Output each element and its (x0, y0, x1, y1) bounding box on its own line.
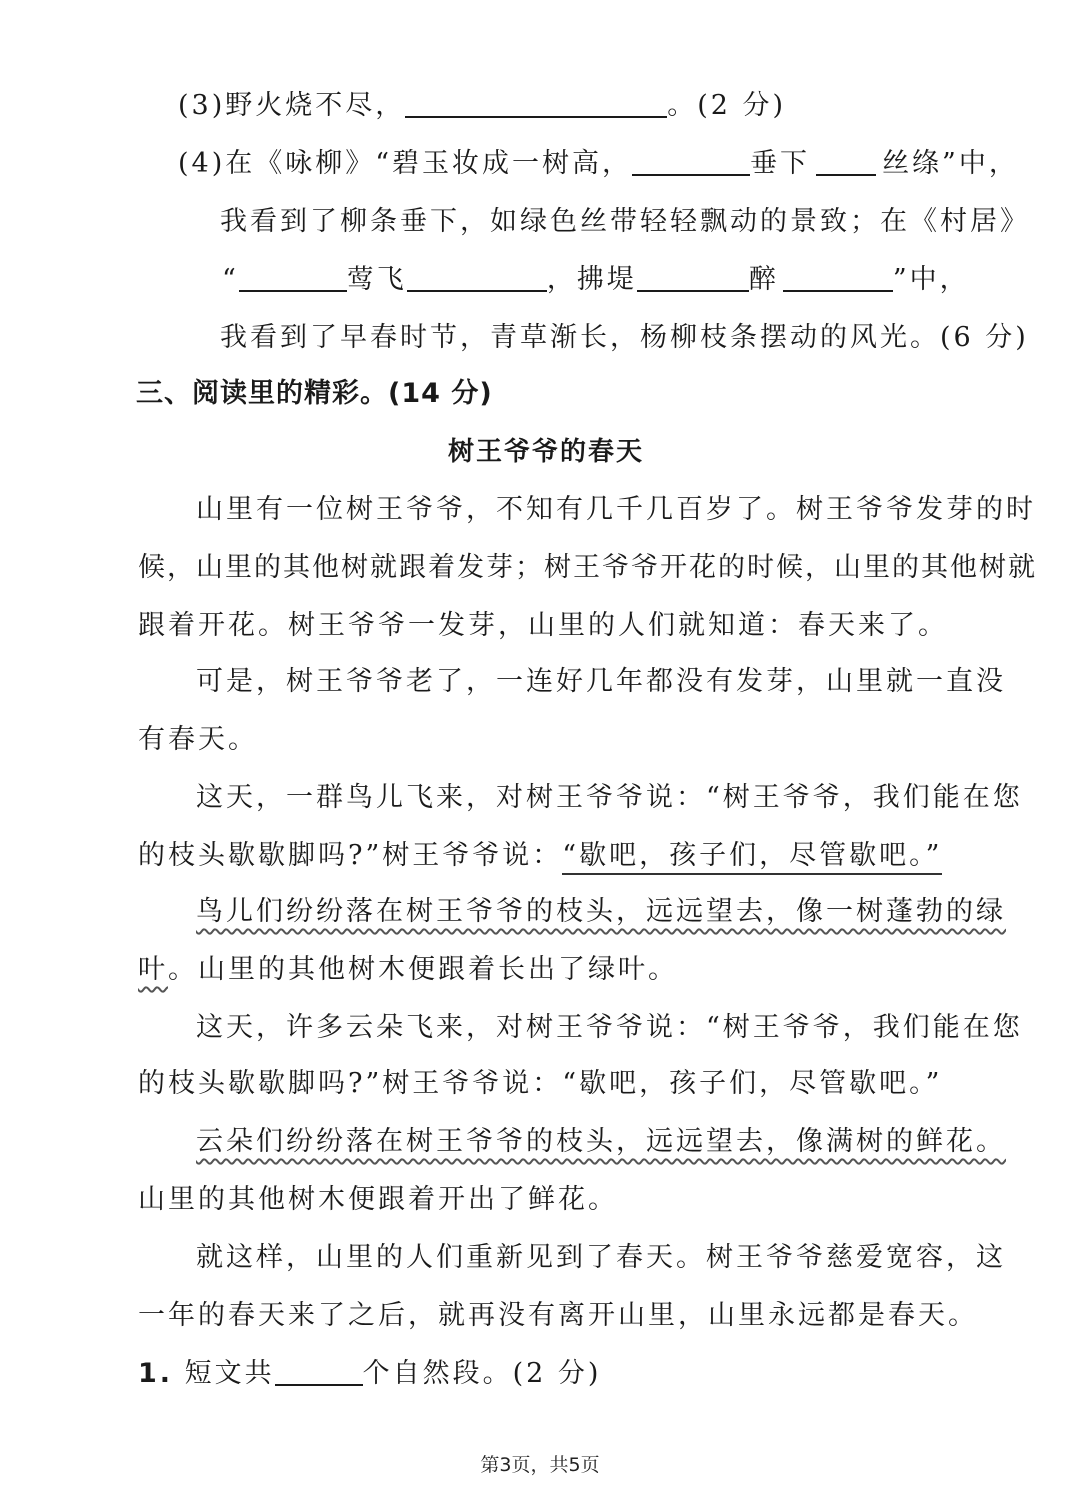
article-title: 树王爷爷的春天 (448, 437, 645, 467)
paragraph-3-text: 的枝头歇歇脚吗?”树王爷爷说： (138, 840, 563, 871)
question-4-line-3 (222, 262, 970, 298)
q4-text-b: 垂下 (750, 148, 811, 179)
q4-text-a: (4)在《咏柳》“碧玉妆成一树高， (178, 148, 633, 179)
paragraph-4-text: 。山里的其他树木便跟着长出了绿叶。 (168, 954, 678, 985)
wavy-underlined-sentence: 鸟儿们纷纷落在树王爷爷的枝头，远远望去，像一树蓬勃的绿 (196, 896, 1006, 927)
question-3-text: (3)野火烧不尽， (178, 90, 406, 121)
answer-blank[interactable] (637, 264, 749, 292)
question-1 (138, 1356, 601, 1392)
paragraph-1-line-1: 山里有一位树王爷爷，不知有几千几百岁了。树王爷爷发芽的时 (196, 494, 1036, 525)
paragraph-2-line-1: 可是，树王爷爷老了，一连好几年都没有发芽，山里就一直没 (196, 666, 1006, 697)
q4-quote-close: ”中， (892, 264, 970, 295)
answer-blank[interactable] (275, 1358, 363, 1386)
paragraph-1-line-3: 跟着开花。树王爷爷一发芽，山里的人们就知道：春天来了。 (138, 610, 948, 641)
paragraph-4-line-1 (196, 894, 1006, 930)
section-3-heading: 三、阅读里的精彩。(14 分) (136, 378, 493, 409)
paragraph-2-line-2: 有春天。 (138, 724, 258, 755)
paragraph-1-line-2: 候，山里的其他树就跟着发芽；树王爷爷开花的时候，山里的其他树就 (138, 552, 1037, 583)
q4-text-c: 丝绦”中， (882, 148, 1019, 179)
answer-blank[interactable] (407, 264, 547, 292)
paragraph-5-line-1: 这天，许多云朵飞来，对树王爷爷说：“树王爷爷，我们能在您 (196, 1012, 1023, 1043)
q4-text-zui: 醉 (748, 264, 779, 295)
question-1-text-b: 个自然段。(2 分) (362, 1358, 602, 1389)
answer-blank[interactable] (239, 264, 347, 292)
answer-blank[interactable] (405, 90, 667, 118)
answer-blank[interactable] (632, 148, 750, 176)
question-3-score: 。(2 分) (667, 90, 787, 121)
underlined-quote: “歇吧，孩子们，尽管歇吧。” (562, 840, 942, 875)
paragraph-7-line-2: 一年的春天来了之后，就再没有离开山里，山里永远都是春天。 (138, 1300, 978, 1331)
paragraph-4-line-2 (138, 952, 678, 988)
wavy-underlined-word: 叶 (138, 954, 168, 985)
q4-text-yingfei: 莺飞 (346, 264, 407, 295)
question-4-line-4: 我看到了早春时节，青草渐长，杨柳枝条摆动的风光。(6 分) (220, 322, 1029, 353)
question-3 (178, 88, 786, 124)
page-number: 第3页，共5页 (480, 1454, 600, 1476)
wavy-underlined-sentence: 云朵们纷纷落在树王爷爷的枝头，远远望去，像满树的鲜花。 (196, 1126, 1006, 1157)
answer-blank[interactable] (783, 264, 893, 292)
paragraph-5-line-2: 的枝头歇歇脚吗?”树王爷爷说：“歇吧，孩子们，尽管歇吧。” (138, 1068, 943, 1099)
q4-text-fudi: ，拂堤 (546, 264, 637, 295)
paragraph-3-line-1: 这天，一群鸟儿飞来，对树王爷爷说：“树王爷爷，我们能在您 (196, 782, 1023, 813)
paragraph-6-line-2: 山里的其他树木便跟着开出了鲜花。 (138, 1184, 618, 1215)
paragraph-7-line-1: 就这样，山里的人们重新见到了春天。树王爷爷慈爱宽容，这 (196, 1242, 1006, 1273)
question-4-line-1 (178, 146, 1019, 182)
paragraph-6-line-1 (196, 1124, 1006, 1160)
question-4-line-2: 我看到了柳条垂下，如绿色丝带轻轻飘动的景致；在《村居》 (220, 206, 1030, 237)
answer-blank[interactable] (816, 148, 876, 176)
q4-quote-open: “ (222, 264, 239, 295)
paragraph-3-line-2 (138, 838, 942, 874)
question-1-text-a: 短文共 (184, 1358, 275, 1389)
question-1-number: 1. (138, 1358, 174, 1389)
